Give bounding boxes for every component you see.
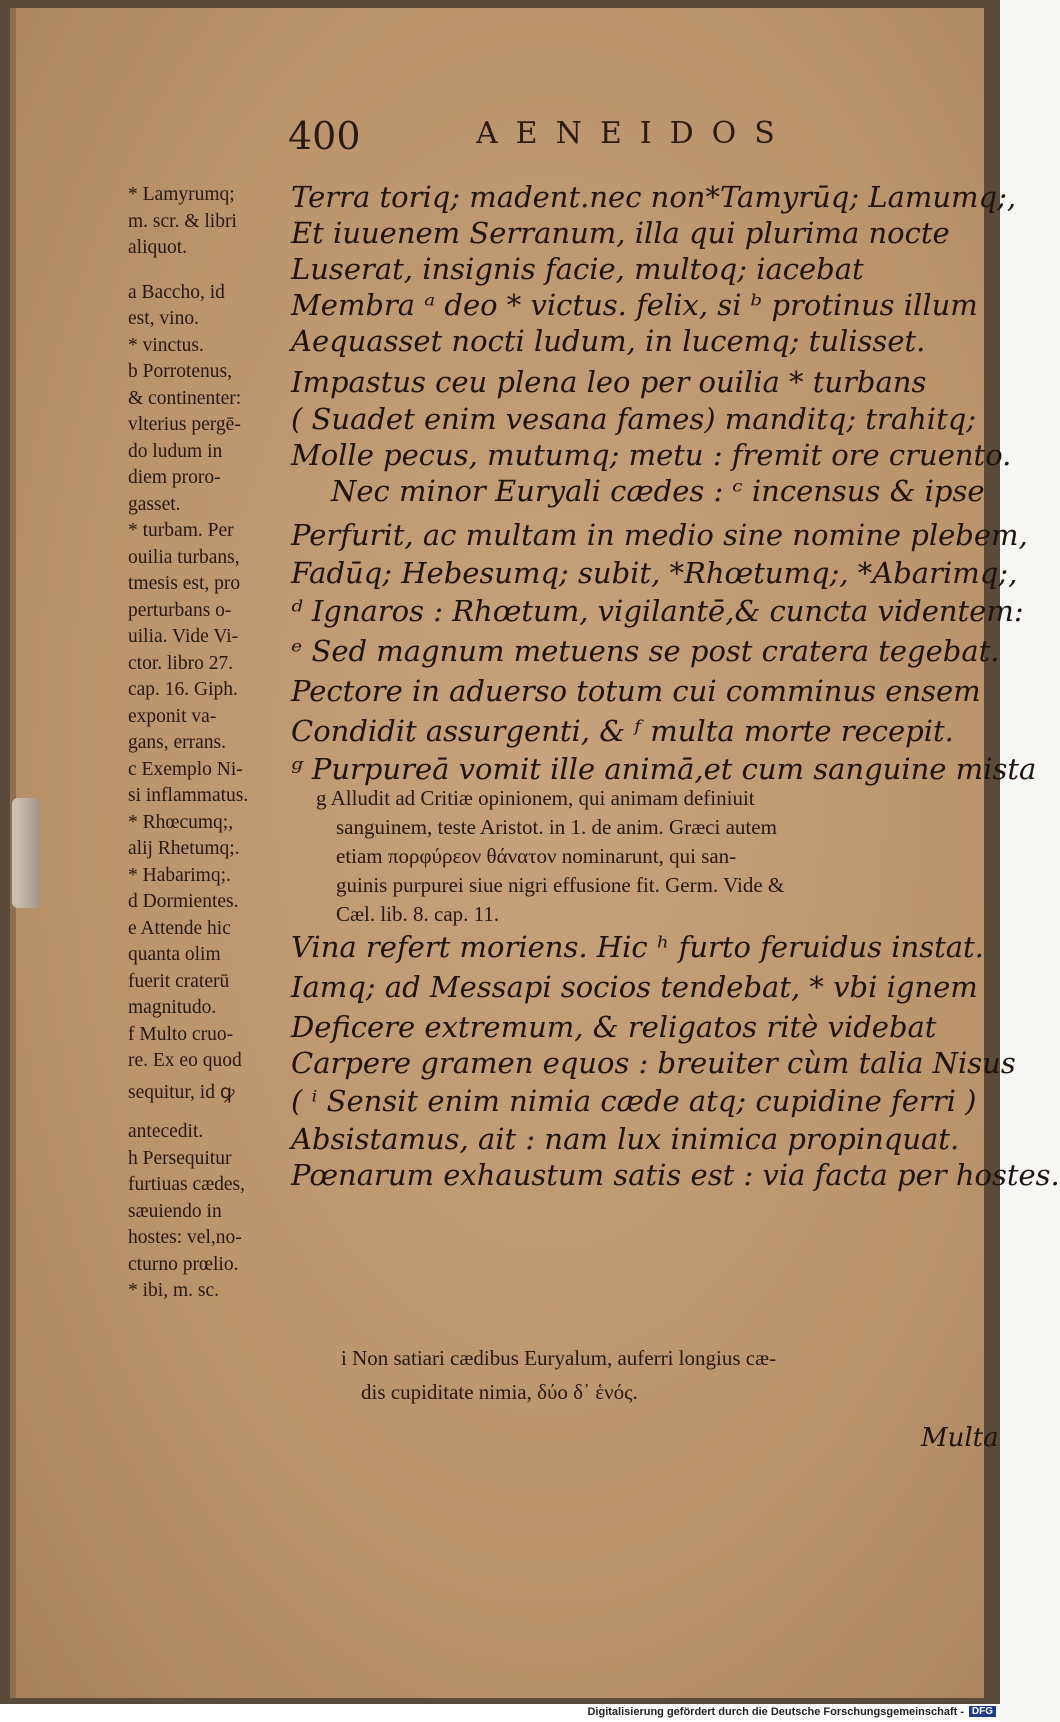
side-note-line: cturno prœlio. bbox=[128, 1253, 239, 1275]
verse-line: Fadūq; Hebesumq; subit, *Rhœtumq;, *Abarimq;, bbox=[291, 556, 1018, 590]
verse-line: Deficere extremum, & religatos ritè videbat bbox=[291, 1010, 937, 1044]
side-note-line: * ibi, m. sc. bbox=[128, 1280, 219, 1301]
verse-line: Carpere gramen equos : breuiter cùm talia Nisus bbox=[291, 1046, 1016, 1080]
verse-line: Iamq; ad Messapi socios tendebat, * vbi ignem bbox=[291, 970, 978, 1004]
footnote-line: i Non satiari cædibus Euryalum, auferri longius cæ- bbox=[341, 1346, 777, 1370]
side-note-line: fuerit craterū bbox=[128, 970, 230, 992]
side-note-line: ouilia turbans, bbox=[128, 546, 240, 568]
side-note-line: tmesis est, pro bbox=[128, 573, 241, 594]
side-note-line: magnitudo. bbox=[128, 997, 217, 1018]
verse-line: Absistamus, ait : nam lux inimica propinquat. bbox=[291, 1122, 960, 1156]
side-note-line: antecedit. bbox=[128, 1121, 204, 1142]
side-note-line: * Lamyrumq; bbox=[128, 184, 235, 205]
footer-text: Digitalisierung gefördert durch die Deutsche Forschungsgemeinschaft - bbox=[587, 1706, 964, 1718]
footnote-line: sanguinem, teste Aristot. in 1. de anim. Græci autem bbox=[336, 815, 777, 839]
side-note-line: gans, errans. bbox=[128, 732, 227, 753]
side-note-line: cap. 16. Giph. bbox=[128, 679, 238, 700]
side-note-line: a Baccho, id bbox=[128, 281, 225, 303]
side-note-line: sæuiendo in bbox=[128, 1200, 222, 1222]
side-note-line: * turbam. Per bbox=[128, 520, 234, 541]
verse-line: Molle pecus, mutumq; metu : fremit ore cruento. bbox=[291, 438, 1012, 472]
side-note-line: si inflammatus. bbox=[128, 785, 249, 806]
digitization-footer bbox=[0, 1704, 1000, 1722]
verse-line: Terra toriq; madent.nec non*Tamyrūq; Lamumq;, bbox=[291, 180, 1017, 214]
side-note-line: alij Rhetumq;. bbox=[128, 838, 240, 859]
verse-line: Pectore in aduerso totum cui comminus ensem bbox=[291, 674, 981, 708]
verse-line: Et iuuenem Serranum, illa qui plurima nocte bbox=[291, 216, 950, 250]
verse-line: ᵈ Ignaros : Rhœtum, vigilantē,& cuncta videntem: bbox=[291, 594, 1024, 628]
verse-line: Pœnarum exhaustum satis est : via facta per hostes. bbox=[291, 1158, 1060, 1192]
footnote-line: g Alludit ad Critiæ opinionem, qui animam definiuit bbox=[316, 786, 755, 810]
verse-line: ( Suadet enim vesana fames) manditq; trahitq; bbox=[291, 402, 977, 436]
verse-line: ( ⁱ Sensit enim nimia cæde atq; cupidine ferri ) bbox=[291, 1084, 977, 1118]
side-note-line: d Dormientes. bbox=[128, 891, 239, 912]
running-head: AENEIDOS bbox=[476, 116, 793, 151]
verse-line: Membra ᵃ deo * victus. felix, si ᵇ protinus illum bbox=[291, 288, 978, 322]
side-note-line: b Porrotenus, bbox=[128, 361, 232, 382]
side-note-line: perturbans o- bbox=[128, 599, 232, 621]
side-note-line: aliquot. bbox=[128, 237, 188, 258]
side-note-line: furtiuas cædes, bbox=[128, 1174, 245, 1195]
side-note-line: m. scr. & libri bbox=[128, 210, 237, 232]
footnote-line: etiam πορφύρεον θάνατον nominarunt, qui san- bbox=[336, 844, 737, 868]
side-note-line: diem proro- bbox=[128, 467, 221, 488]
verse-line: ᵍ Purpureā vomit ille animā,et cum sanguine mista bbox=[291, 752, 1037, 786]
footnote-line: dis cupiditate nimia, δύο δ᾽ ἑνός. bbox=[361, 1380, 638, 1404]
side-note-line: uilia. Vide Vi- bbox=[128, 626, 239, 647]
page-number: 400 bbox=[288, 114, 361, 158]
verse-line: Condidit assurgenti, & ᶠ multa morte recepit. bbox=[291, 714, 954, 748]
book-page bbox=[10, 8, 1060, 1698]
verse-line: Aequasset nocti ludum, in lucemq; tulisset. bbox=[291, 324, 926, 358]
side-note-line: e Attende hic bbox=[128, 917, 231, 939]
side-note-line: exponit va- bbox=[128, 705, 217, 727]
side-note-line: quanta olim bbox=[128, 944, 221, 965]
side-note-line: h Persequitur bbox=[128, 1147, 232, 1169]
side-note-line: est, vino. bbox=[128, 308, 199, 329]
catchword: Multa bbox=[921, 1423, 999, 1453]
verse-line: ᵉ Sed magnum metuens se post cratera tegebat. bbox=[291, 634, 1000, 668]
side-note-line: * Habarimq;. bbox=[128, 864, 231, 886]
side-note-line: vlterius pergē- bbox=[128, 414, 241, 435]
verse-line: Vina refert moriens. Hic ʰ furto feruidus instat. bbox=[291, 930, 984, 964]
side-note-line: do ludum in bbox=[128, 440, 223, 462]
side-note-line: * Rhœcumq;, bbox=[128, 811, 234, 833]
side-note-line: f Multo cruo- bbox=[128, 1023, 234, 1045]
side-note-line: hostes: vel,no- bbox=[128, 1227, 242, 1248]
side-note-line: gasset. bbox=[128, 493, 181, 515]
side-note-line: * vinctus. bbox=[128, 334, 204, 356]
verse-line: Perfurit, ac multam in medio sine nomine plebem, bbox=[291, 518, 1028, 552]
page-header bbox=[286, 114, 846, 164]
side-note-line: sequitur, id ꝙ bbox=[128, 1081, 235, 1103]
side-note-line: ctor. libro 27. bbox=[128, 652, 234, 674]
side-note-line: c Exemplo Ni- bbox=[128, 758, 243, 780]
verse-line: Luserat, insignis facie, multoq; iacebat bbox=[291, 252, 864, 286]
book-clasp bbox=[12, 798, 40, 908]
verse-line: Nec minor Euryali cædes : ᶜ incensus & ipse bbox=[331, 474, 985, 508]
verse-line: Impastus ceu plena leo per ouilia * turbans bbox=[291, 365, 927, 399]
dfg-logo: DFG bbox=[969, 1706, 996, 1717]
footnote-line: Cæl. lib. 8. cap. 11. bbox=[336, 902, 500, 926]
footnote-line: guinis purpurei siue nigri effusione fit. Germ. Vide & bbox=[336, 873, 785, 897]
side-note-line: re. Ex eo quod bbox=[128, 1050, 242, 1071]
side-note-line: & continenter: bbox=[128, 387, 242, 409]
